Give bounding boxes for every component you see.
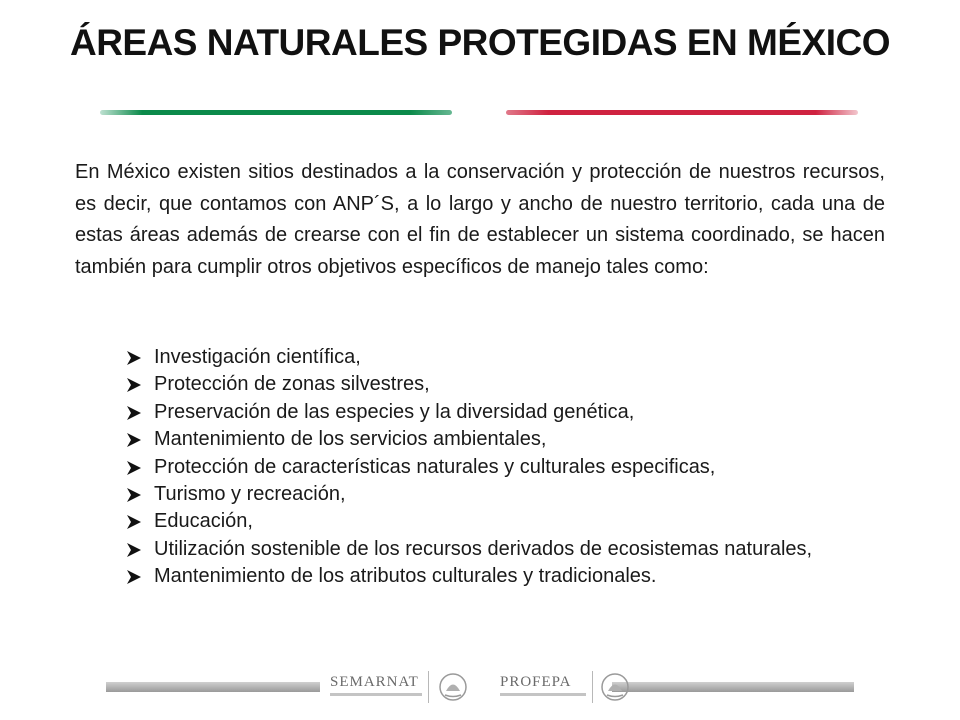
list-item-text: Investigación científica,	[154, 346, 361, 368]
list-item-text: Mantenimiento de los servicios ambientales,	[154, 428, 547, 451]
list-item	[126, 426, 886, 453]
list-item-text: Protección de zonas silvestres,	[154, 373, 430, 396]
list-item-text: Protección de características naturales y culturales especificas,	[154, 455, 716, 478]
list-item	[126, 371, 886, 398]
list-item	[126, 481, 886, 508]
footer-separator	[592, 671, 593, 703]
list-item-text: Preservación de las especies y la diversidad genética,	[154, 400, 635, 423]
green-divider	[100, 110, 452, 115]
list-item	[126, 563, 886, 590]
arrow-bullet-icon	[126, 460, 142, 476]
list-item	[126, 454, 886, 481]
intro-paragraph: En México existen sitios destinados a la conservación y protección de nuestros recursos, es decir, que contamos con ANP´S, a lo largo y ancho de nuestro territorio, cada una de estas áreas además de crearse con el fin de establecer un sistema coordinado, se hacen también para cumplir otros objetivos específicos de manejo tales como:	[75, 161, 885, 278]
arrow-bullet-icon	[126, 569, 142, 585]
profepa-logo-subline	[500, 693, 586, 696]
arrow-bullet-icon	[126, 432, 142, 448]
footer-bar-left	[106, 682, 320, 692]
arrow-bullet-icon	[126, 514, 142, 530]
list-item-text: Mantenimiento de los atributos culturales y tradicionales.	[154, 565, 657, 588]
mexican-coat-of-arms-icon	[598, 670, 632, 704]
arrow-bullet-icon	[126, 405, 142, 421]
arrow-bullet-icon	[126, 377, 142, 393]
profepa-logo: PROFEPA	[500, 674, 572, 690]
arrow-bullet-icon	[126, 487, 142, 503]
list-item	[126, 508, 886, 535]
list-item-text: Turismo y recreación,	[154, 483, 346, 506]
list-item	[126, 399, 886, 426]
mexican-coat-of-arms-icon	[436, 670, 470, 704]
arrow-bullet-icon	[126, 542, 142, 558]
semarnat-logo: SEMARNAT	[330, 674, 419, 690]
red-divider	[506, 110, 858, 115]
objectives-list	[126, 344, 886, 591]
list-item	[126, 344, 886, 371]
list-item-text: Educación,	[154, 510, 253, 533]
semarnat-logo-subline	[330, 693, 422, 696]
footer-separator	[428, 671, 429, 703]
list-item	[126, 536, 886, 563]
list-item-text: Utilización sostenible de los recursos derivados de ecosistemas naturales,	[154, 537, 813, 560]
page-title: ÁREAS NATURALES PROTEGIDAS EN MÉXICO	[69, 22, 891, 63]
footer-bar-right	[612, 682, 854, 692]
arrow-bullet-icon	[126, 350, 142, 366]
